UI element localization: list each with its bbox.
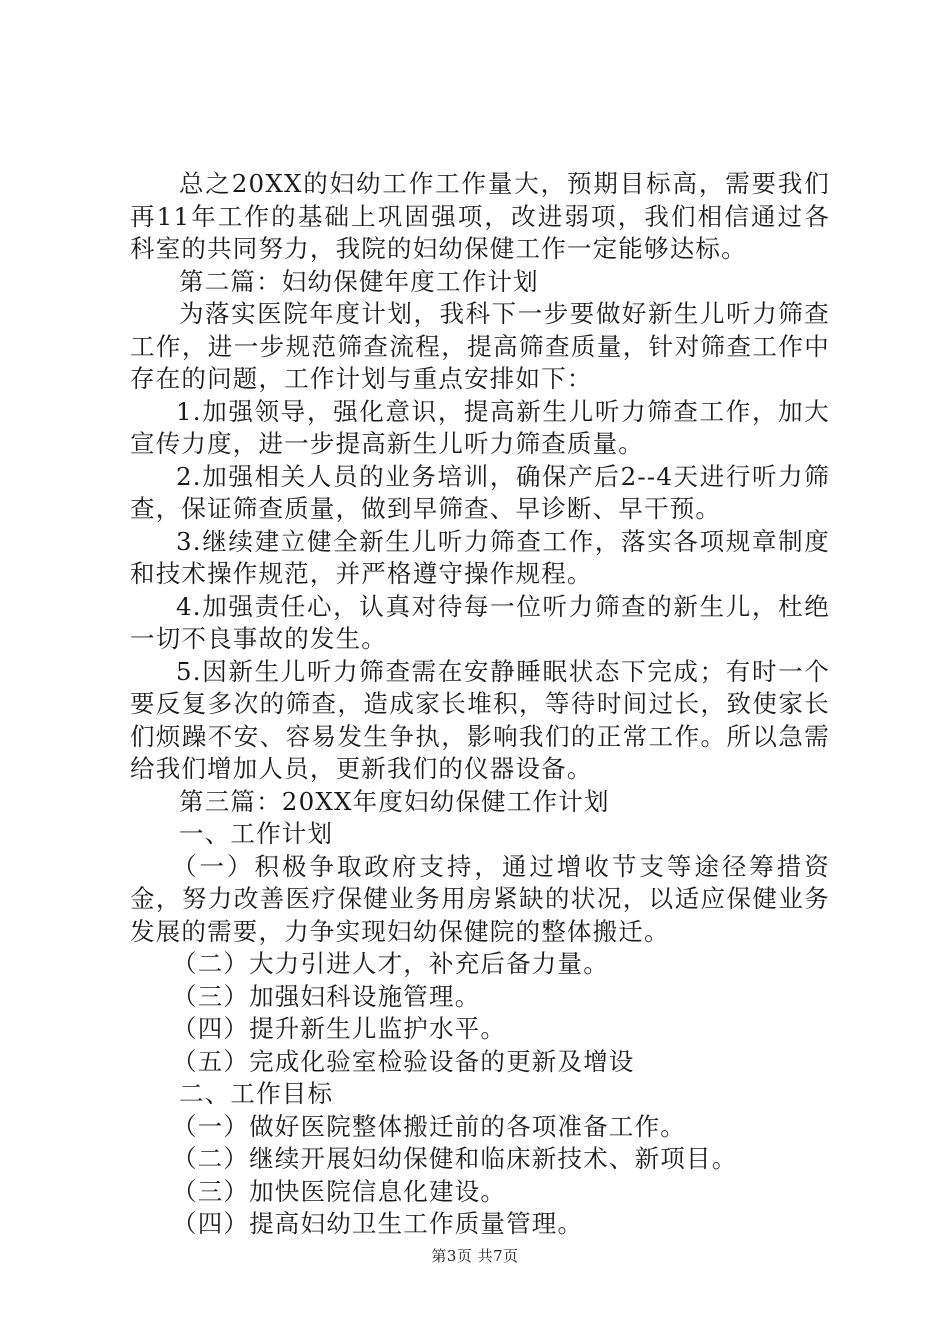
subsection-heading: 一、工作计划 (179, 819, 334, 848)
list-item: 3.继续建立健全新生儿听力筛查工作，落实各项规章制度和技术操作规范，并严格遵守操作规程。 (130, 526, 830, 588)
list-item: （五）完成化验室检验设备的更新及增设 (172, 1046, 635, 1076)
list-item: 2.加强相关人员的业务培训，确保产后2--4天进行听力筛查，保证筛查质量，做到早筛查、早诊断、早干预。 (130, 461, 830, 523)
list-item: （二）大力引进人才，补充后备力量。 (172, 949, 609, 978)
section-heading: 第二篇：妇幼保健年度工作计划 (179, 266, 539, 296)
list-item: （一）积极争取政府支持，通过增收节支等途径筹措资金，努力改善医疗保健业务用房紧缺的状况，以适应保健业务发展的需要，力争实现妇幼保健院的整体搬迁。 (130, 851, 830, 946)
document-body (130, 168, 830, 1241)
list-item: （二）继续开展妇幼保健和临床新技术、新项目。 (172, 1144, 738, 1173)
list-item: 5.因新生儿听力筛查需在安静睡眠状态下完成；有时一个要反复多次的筛查，造成家长堆积，等待时间过长，致使家长们烦躁不安、容易发生争执，影响我们的正常工作。所以急需给我们增加人员，更新我们的仪器设备。 (130, 656, 830, 783)
paragraph: 总之20XX的妇幼工作工作量大，预期目标高，需要我们再11年工作的基础上巩固强项，改进弱项，我们相信通过各科室的共同努力，我院的妇幼保健工作一定能够达标。 (130, 169, 830, 263)
section-heading: 第三篇：20XX年度妇幼保健工作计划 (179, 786, 610, 816)
list-item: 1.加强领导，强化意识，提高新生儿听力筛查工作，加大宣传力度，进一步提高新生儿听力筛查质量。 (130, 396, 830, 458)
list-item: （四）提升新生儿监护水平。 (172, 1014, 507, 1043)
paragraph: 为落实医院年度计划，我科下一步要做好新生儿听力筛查工作，进一步规范筛查流程，提高筛查质量，针对筛查工作中存在的问题，工作计划与重点安排如下： (130, 299, 830, 393)
list-item: 4.加强责任心，认真对待每一位听力筛查的新生儿，杜绝一切不良事故的发生。 (130, 591, 830, 653)
list-item: （一）做好医院整体搬迁前的各项准备工作。 (172, 1111, 686, 1141)
subsection-heading: 二、工作目标 (179, 1079, 334, 1108)
page-number-footer: 第3页 共7页 (431, 1247, 519, 1265)
list-item: （三）加强妇科设施管理。 (172, 981, 481, 1011)
list-item: （三）加快医院信息化建设。 (172, 1176, 507, 1206)
list-item: （四）提高妇幼卫生工作质量管理。 (172, 1209, 584, 1238)
